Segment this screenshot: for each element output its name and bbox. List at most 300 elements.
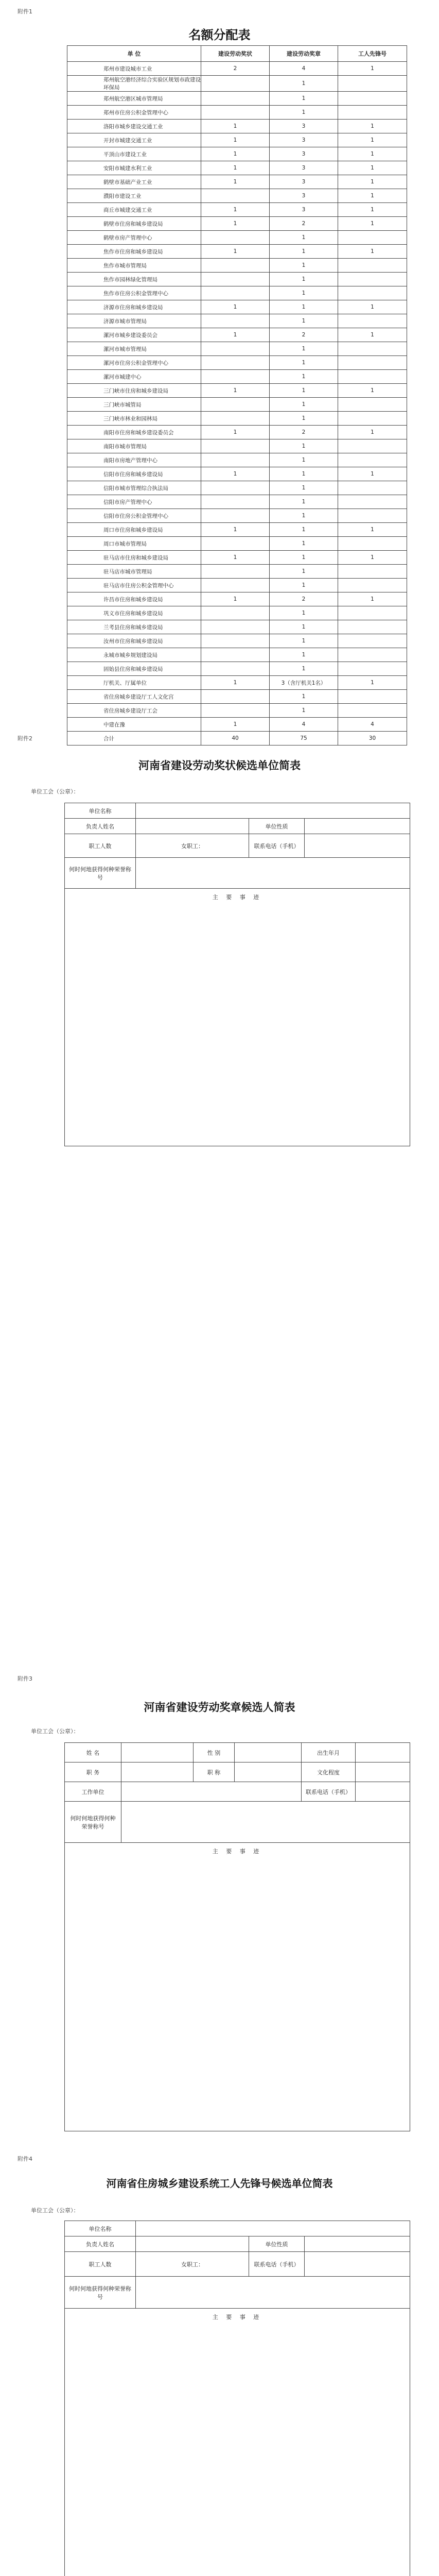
row-pioneer (338, 481, 407, 495)
row-pioneer: 1 (338, 426, 407, 439)
row-medal: 1 (270, 606, 338, 620)
row-unit: 安阳市城建水利工业 (67, 161, 201, 175)
row-award: 1 (201, 467, 270, 481)
form1-unit-name-value[interactable] (136, 803, 410, 819)
form2-honors-value[interactable] (121, 1802, 410, 1843)
row-pioneer: 1 (338, 245, 407, 259)
form3-workers-value[interactable] (136, 2252, 249, 2277)
row-pioneer (338, 273, 407, 286)
row-pioneer (338, 690, 407, 704)
row-award (201, 453, 270, 467)
row-unit: 鹤壁市房产管理中心 (67, 231, 201, 245)
row-pioneer (338, 579, 407, 592)
row-unit: 漯河市住房公积金管理中心 (67, 356, 201, 370)
row-pioneer: 1 (338, 300, 407, 314)
row-award (201, 259, 270, 273)
row-award: 1 (201, 676, 270, 690)
row-medal: 4 (270, 62, 338, 76)
row-pioneer (338, 286, 407, 300)
row-unit: 焦作市城市管理局 (67, 259, 201, 273)
form2-unit-line: 单位工会（公章）： (31, 1728, 79, 1735)
row-pioneer: 1 (338, 62, 407, 76)
header-award: 建设劳动奖状 (201, 46, 270, 62)
row-medal: 2 (270, 426, 338, 439)
row-award: 1 (201, 217, 270, 231)
form2-deeds-cell[interactable] (65, 1843, 410, 2131)
form2-phone-value[interactable] (356, 1782, 410, 1802)
row-medal: 3 (270, 147, 338, 161)
row-medal: 3 (270, 133, 338, 147)
row-unit: 鹤壁市住房和城乡建设局 (67, 217, 201, 231)
row-unit: 濮阳市建设工业 (67, 189, 201, 203)
row-award: 1 (201, 328, 270, 342)
table-row (67, 342, 407, 356)
row-unit: 郑州航空港区城市管理局 (67, 92, 201, 106)
row-pioneer (338, 606, 407, 620)
form2-job-label: 职 务 (65, 1762, 121, 1782)
row-unit: 漯河市城市管理局 (67, 342, 201, 356)
row-pioneer (338, 453, 407, 467)
form2-birth-value[interactable] (356, 1743, 410, 1762)
row-medal: 3 (270, 161, 338, 175)
table-row (67, 356, 407, 370)
row-medal: 1 (270, 76, 338, 92)
row-unit: 开封市城建交通工业 (67, 133, 201, 147)
row-unit: 南阳市住房和城乡建设委员会 (67, 426, 201, 439)
row-award (201, 398, 270, 412)
row-medal: 1 (270, 259, 338, 273)
header-unit: 单 位 (67, 46, 201, 62)
row-pioneer: 1 (338, 189, 407, 203)
row-pioneer (338, 662, 407, 676)
row-award (201, 620, 270, 634)
row-medal: 2 (270, 217, 338, 231)
row-medal: 1 (270, 565, 338, 579)
table-row (67, 189, 407, 203)
row-unit: 洛阳市城乡建设交通工业 (67, 120, 201, 133)
row-award (201, 92, 270, 106)
table-row (67, 551, 407, 565)
row-pioneer (338, 412, 407, 426)
form1-phone-label: 联系电话（手机） (249, 834, 305, 858)
table-row (67, 676, 407, 690)
form1-phone-value[interactable] (305, 834, 410, 858)
row-medal: 1 (270, 620, 338, 634)
row-award: 1 (201, 523, 270, 537)
table-row (67, 300, 407, 314)
row-award: 1 (201, 300, 270, 314)
row-medal: 3 (270, 120, 338, 133)
row-medal: 1 (270, 245, 338, 259)
row-medal: 1 (270, 648, 338, 662)
row-pioneer: 1 (338, 203, 407, 217)
table-row (67, 704, 407, 718)
form1-nature-value[interactable] (305, 819, 410, 834)
row-medal: 75 (270, 732, 338, 745)
form3-honors-label: 何时何地获得何种荣誉称号 (65, 2277, 136, 2309)
form3-workers-label: 职工人数 (65, 2252, 136, 2277)
row-pioneer (338, 370, 407, 384)
form2-birth-label: 出生年月 (302, 1743, 356, 1762)
row-unit: 焦作市住房和城乡建设局 (67, 245, 201, 259)
row-unit: 厅机关、厅属单位 (67, 676, 201, 690)
row-unit: 漯河市城建中心 (67, 370, 201, 384)
table-row (67, 453, 407, 467)
row-medal: 3 (270, 175, 338, 189)
row-pioneer: 1 (338, 133, 407, 147)
form2-name-value[interactable] (121, 1743, 194, 1762)
table-row (67, 732, 407, 745)
row-pioneer (338, 92, 407, 106)
row-medal: 1 (270, 412, 338, 426)
table-row (67, 426, 407, 439)
table-row (67, 314, 407, 328)
table-row (67, 662, 407, 676)
form3-unit-name-label: 单位名称 (65, 2221, 136, 2236)
row-pioneer (338, 259, 407, 273)
form2-name-label: 姓 名 (65, 1743, 121, 1762)
form1-workers-value[interactable] (136, 834, 249, 858)
row-unit: 南阳市房地产管理中心 (67, 453, 201, 467)
row-award (201, 606, 270, 620)
form3-table (64, 2221, 410, 2576)
row-award (201, 342, 270, 356)
quota-title: 名额分配表 (188, 27, 251, 42)
row-pioneer: 1 (338, 217, 407, 231)
table-row (67, 481, 407, 495)
table-row (67, 120, 407, 133)
row-award (201, 704, 270, 718)
form2-job-value[interactable] (121, 1762, 194, 1782)
row-medal: 1 (270, 495, 338, 509)
row-award (201, 648, 270, 662)
table-row (67, 259, 407, 273)
table-row (67, 398, 407, 412)
row-award (201, 314, 270, 328)
table-row (67, 537, 407, 551)
row-award (201, 106, 270, 120)
table-row (67, 62, 407, 76)
table-row (67, 203, 407, 217)
row-medal: 1 (270, 273, 338, 286)
table-row (67, 147, 407, 161)
table-row (67, 620, 407, 634)
form2-edu-label: 文化程度 (302, 1762, 356, 1782)
row-pioneer (338, 509, 407, 523)
form2-title-value[interactable] (235, 1762, 302, 1782)
table-row (67, 133, 407, 147)
row-unit: 商丘市城建交通工业 (67, 203, 201, 217)
form1-honors-label: 何时何地获得何种荣誉称号 (65, 858, 136, 889)
row-medal: 1 (270, 92, 338, 106)
row-award: 1 (201, 384, 270, 398)
row-unit: 三门峡市林业和园林局 (67, 412, 201, 426)
header-medal: 建设劳动奖章 (270, 46, 338, 62)
row-pioneer (338, 314, 407, 328)
form3-deeds-cell[interactable] (65, 2309, 410, 2576)
table-row (67, 384, 407, 398)
form2-deeds-label: 主 要 事 迹 (212, 1848, 262, 1855)
row-medal: 1 (270, 231, 338, 245)
row-pioneer: 1 (338, 120, 407, 133)
table-row (67, 509, 407, 523)
form1-contact-value[interactable] (136, 819, 249, 834)
table-row (67, 328, 407, 342)
row-award (201, 356, 270, 370)
form3-title: 河南省住房城乡建设系统工人先锋号候选单位简表 (106, 2177, 333, 2190)
row-pioneer: 1 (338, 147, 407, 161)
row-unit: 省住房城乡建设厅工会 (67, 704, 201, 718)
form1-honors-value[interactable] (136, 858, 410, 889)
row-unit: 郑州航空港经济综合实验区规划市政建设环保局 (67, 76, 201, 92)
table-row (67, 634, 407, 648)
row-unit: 南阳市城市管理局 (67, 439, 201, 453)
row-unit: 平顶山市建设工业 (67, 147, 201, 161)
table-row (67, 370, 407, 384)
row-award (201, 273, 270, 286)
row-unit: 驻马店市住房公积金管理中心 (67, 579, 201, 592)
row-award (201, 537, 270, 551)
row-award: 1 (201, 718, 270, 732)
row-medal: 1 (270, 467, 338, 481)
row-medal: 1 (270, 300, 338, 314)
row-medal: 1 (270, 370, 338, 384)
row-award: 1 (201, 203, 270, 217)
row-medal: 1 (270, 342, 338, 356)
row-award (201, 231, 270, 245)
row-unit: 驻马店市住房和城乡建设局 (67, 551, 201, 565)
row-unit: 信阳市住房和城乡建设局 (67, 467, 201, 481)
table-row (67, 231, 407, 245)
row-unit: 许昌市住房和城乡建设局 (67, 592, 201, 606)
row-pioneer (338, 620, 407, 634)
table-row (67, 76, 407, 92)
form1-female-label: 女职工： (181, 842, 204, 850)
row-pioneer (338, 106, 407, 120)
quota-table (67, 45, 407, 745)
row-pioneer: 1 (338, 467, 407, 481)
attachment-label: 附件2 (17, 735, 32, 742)
row-award (201, 370, 270, 384)
table-row (67, 648, 407, 662)
row-medal: 2 (270, 328, 338, 342)
table-row (67, 273, 407, 286)
attachment-label: 附件3 (17, 1675, 32, 1682)
row-award (201, 76, 270, 92)
row-award (201, 565, 270, 579)
row-medal: 1 (270, 537, 338, 551)
row-unit: 信阳市城市管理综合执法局 (67, 481, 201, 495)
row-pioneer: 1 (338, 328, 407, 342)
row-unit: 信阳市住房公积金管理中心 (67, 509, 201, 523)
row-unit: 焦作市住房公积金管理中心 (67, 286, 201, 300)
row-pioneer (338, 495, 407, 509)
form2-phone-label: 联系电话（手机） (302, 1782, 356, 1802)
row-pioneer: 1 (338, 676, 407, 690)
row-award: 40 (201, 732, 270, 745)
table-row (67, 161, 407, 175)
row-unit: 焦作市园林绿化管理局 (67, 273, 201, 286)
form3-unit-name-value[interactable] (136, 2221, 410, 2236)
row-pioneer: 1 (338, 175, 407, 189)
table-row (67, 217, 407, 231)
row-medal: 1 (270, 398, 338, 412)
attachment-label: 附件4 (17, 2156, 32, 2162)
row-unit: 永城市城乡规划建设局 (67, 648, 201, 662)
row-award (201, 690, 270, 704)
row-pioneer (338, 537, 407, 551)
row-award (201, 481, 270, 495)
form3-deeds-label: 主 要 事 迹 (212, 2314, 262, 2320)
table-row (67, 467, 407, 481)
row-pioneer (338, 634, 407, 648)
form3-contact-value[interactable] (136, 2236, 249, 2252)
row-unit: 省住房城乡建设厅工人文化宫 (67, 690, 201, 704)
row-award: 1 (201, 592, 270, 606)
row-award: 1 (201, 161, 270, 175)
row-pioneer: 4 (338, 718, 407, 732)
row-award (201, 495, 270, 509)
row-medal: 1 (270, 551, 338, 565)
form2-title: 河南省建设劳动奖章候选人简表 (144, 1701, 295, 1714)
row-medal: 2 (270, 592, 338, 606)
form3-phone-label: 联系电话（手机） (249, 2252, 305, 2277)
table-row (67, 718, 407, 732)
row-award: 2 (201, 62, 270, 76)
row-medal: 3（含厅机关1名） (270, 676, 338, 690)
form1-deeds-cell[interactable] (65, 889, 410, 1146)
row-pioneer: 1 (338, 161, 407, 175)
row-unit: 济源市城市管理局 (67, 314, 201, 328)
row-pioneer: 1 (338, 384, 407, 398)
row-medal: 1 (270, 356, 338, 370)
row-award (201, 634, 270, 648)
attachment-label: 附件1 (17, 8, 32, 15)
table-row (67, 106, 407, 120)
row-pioneer (338, 231, 407, 245)
form2-title-label: 职 称 (194, 1762, 235, 1782)
row-medal: 1 (270, 579, 338, 592)
row-award: 1 (201, 133, 270, 147)
form2-workplace-label: 工作单位 (65, 1782, 121, 1802)
row-pioneer (338, 398, 407, 412)
row-award (201, 189, 270, 203)
row-unit: 郑州市住房公积金管理中心 (67, 106, 201, 120)
row-award: 1 (201, 426, 270, 439)
row-medal: 4 (270, 718, 338, 732)
row-medal: 1 (270, 439, 338, 453)
row-award: 1 (201, 175, 270, 189)
row-unit: 合计 (67, 732, 201, 745)
row-award (201, 439, 270, 453)
form1-deeds-label: 主 要 事 迹 (212, 894, 262, 901)
table-row (67, 439, 407, 453)
form3-nature-label: 单位性质 (249, 2236, 305, 2252)
row-award (201, 579, 270, 592)
form3-contact-label: 负责人姓名 (65, 2236, 136, 2252)
table-row (67, 579, 407, 592)
form2-honors-label: 何时何地获得何种荣誉称号 (65, 1802, 121, 1843)
row-medal: 1 (270, 704, 338, 718)
row-unit: 中建在豫 (67, 718, 201, 732)
row-unit: 郑州市建设城市工业 (67, 62, 201, 76)
form3-nature-value[interactable] (305, 2236, 410, 2252)
table-row (67, 690, 407, 704)
row-medal: 1 (270, 690, 338, 704)
row-unit: 济源市住房和城乡建设局 (67, 300, 201, 314)
form1-table (64, 803, 410, 1146)
form2-gender-label: 性 别 (194, 1743, 235, 1762)
form3-honors-value[interactable] (136, 2277, 410, 2309)
row-unit: 巩义市住房和城乡建设局 (67, 606, 201, 620)
row-pioneer: 30 (338, 732, 407, 745)
form3-unit-line: 单位工会（公章）： (31, 2207, 79, 2214)
row-pioneer (338, 565, 407, 579)
row-award: 1 (201, 551, 270, 565)
row-medal: 1 (270, 634, 338, 648)
table-row (67, 495, 407, 509)
form3-phone-value[interactable] (305, 2252, 410, 2277)
form2-edu-value[interactable] (356, 1762, 410, 1782)
row-award: 1 (201, 245, 270, 259)
row-pioneer (338, 439, 407, 453)
table-row (67, 245, 407, 259)
quota-header-row (67, 46, 407, 62)
form2-workplace-value[interactable] (121, 1782, 302, 1802)
row-award: 1 (201, 120, 270, 133)
form1-unit-name-label: 单位名称 (65, 803, 136, 819)
form2-table (64, 1742, 410, 2131)
table-row (67, 592, 407, 606)
table-row (67, 286, 407, 300)
row-pioneer (338, 356, 407, 370)
row-medal: 1 (270, 509, 338, 523)
row-pioneer (338, 704, 407, 718)
row-medal: 1 (270, 481, 338, 495)
form1-workers-label: 职工人数 (65, 834, 136, 858)
form1-nature-label: 单位性质 (249, 819, 305, 834)
row-award: 1 (201, 147, 270, 161)
row-unit: 周口市住房和城乡建设局 (67, 523, 201, 537)
row-medal: 1 (270, 106, 338, 120)
row-pioneer (338, 76, 407, 92)
table-row (67, 412, 407, 426)
table-row (67, 606, 407, 620)
row-medal: 1 (270, 314, 338, 328)
row-unit: 兰考县住房和城乡建设局 (67, 620, 201, 634)
row-unit: 固始县住房和城乡建设局 (67, 662, 201, 676)
form3-female-label: 女职工： (181, 2261, 204, 2268)
row-pioneer (338, 342, 407, 356)
row-award (201, 286, 270, 300)
row-award (201, 509, 270, 523)
row-medal: 1 (270, 384, 338, 398)
row-medal: 1 (270, 523, 338, 537)
row-unit: 鹤壁市基础产业工业 (67, 175, 201, 189)
table-row (67, 565, 407, 579)
row-medal: 1 (270, 286, 338, 300)
form2-gender-value[interactable] (235, 1743, 302, 1762)
row-pioneer: 1 (338, 551, 407, 565)
row-unit: 汝州市住房和城乡建设局 (67, 634, 201, 648)
row-medal: 3 (270, 189, 338, 203)
row-unit: 三门峡市城管局 (67, 398, 201, 412)
form1-title: 河南省建设劳动奖状候选单位简表 (138, 759, 301, 772)
table-row (67, 175, 407, 189)
row-unit: 漯河市城乡建设委员会 (67, 328, 201, 342)
row-pioneer: 1 (338, 592, 407, 606)
form1-contact-label: 负责人姓名 (65, 819, 136, 834)
